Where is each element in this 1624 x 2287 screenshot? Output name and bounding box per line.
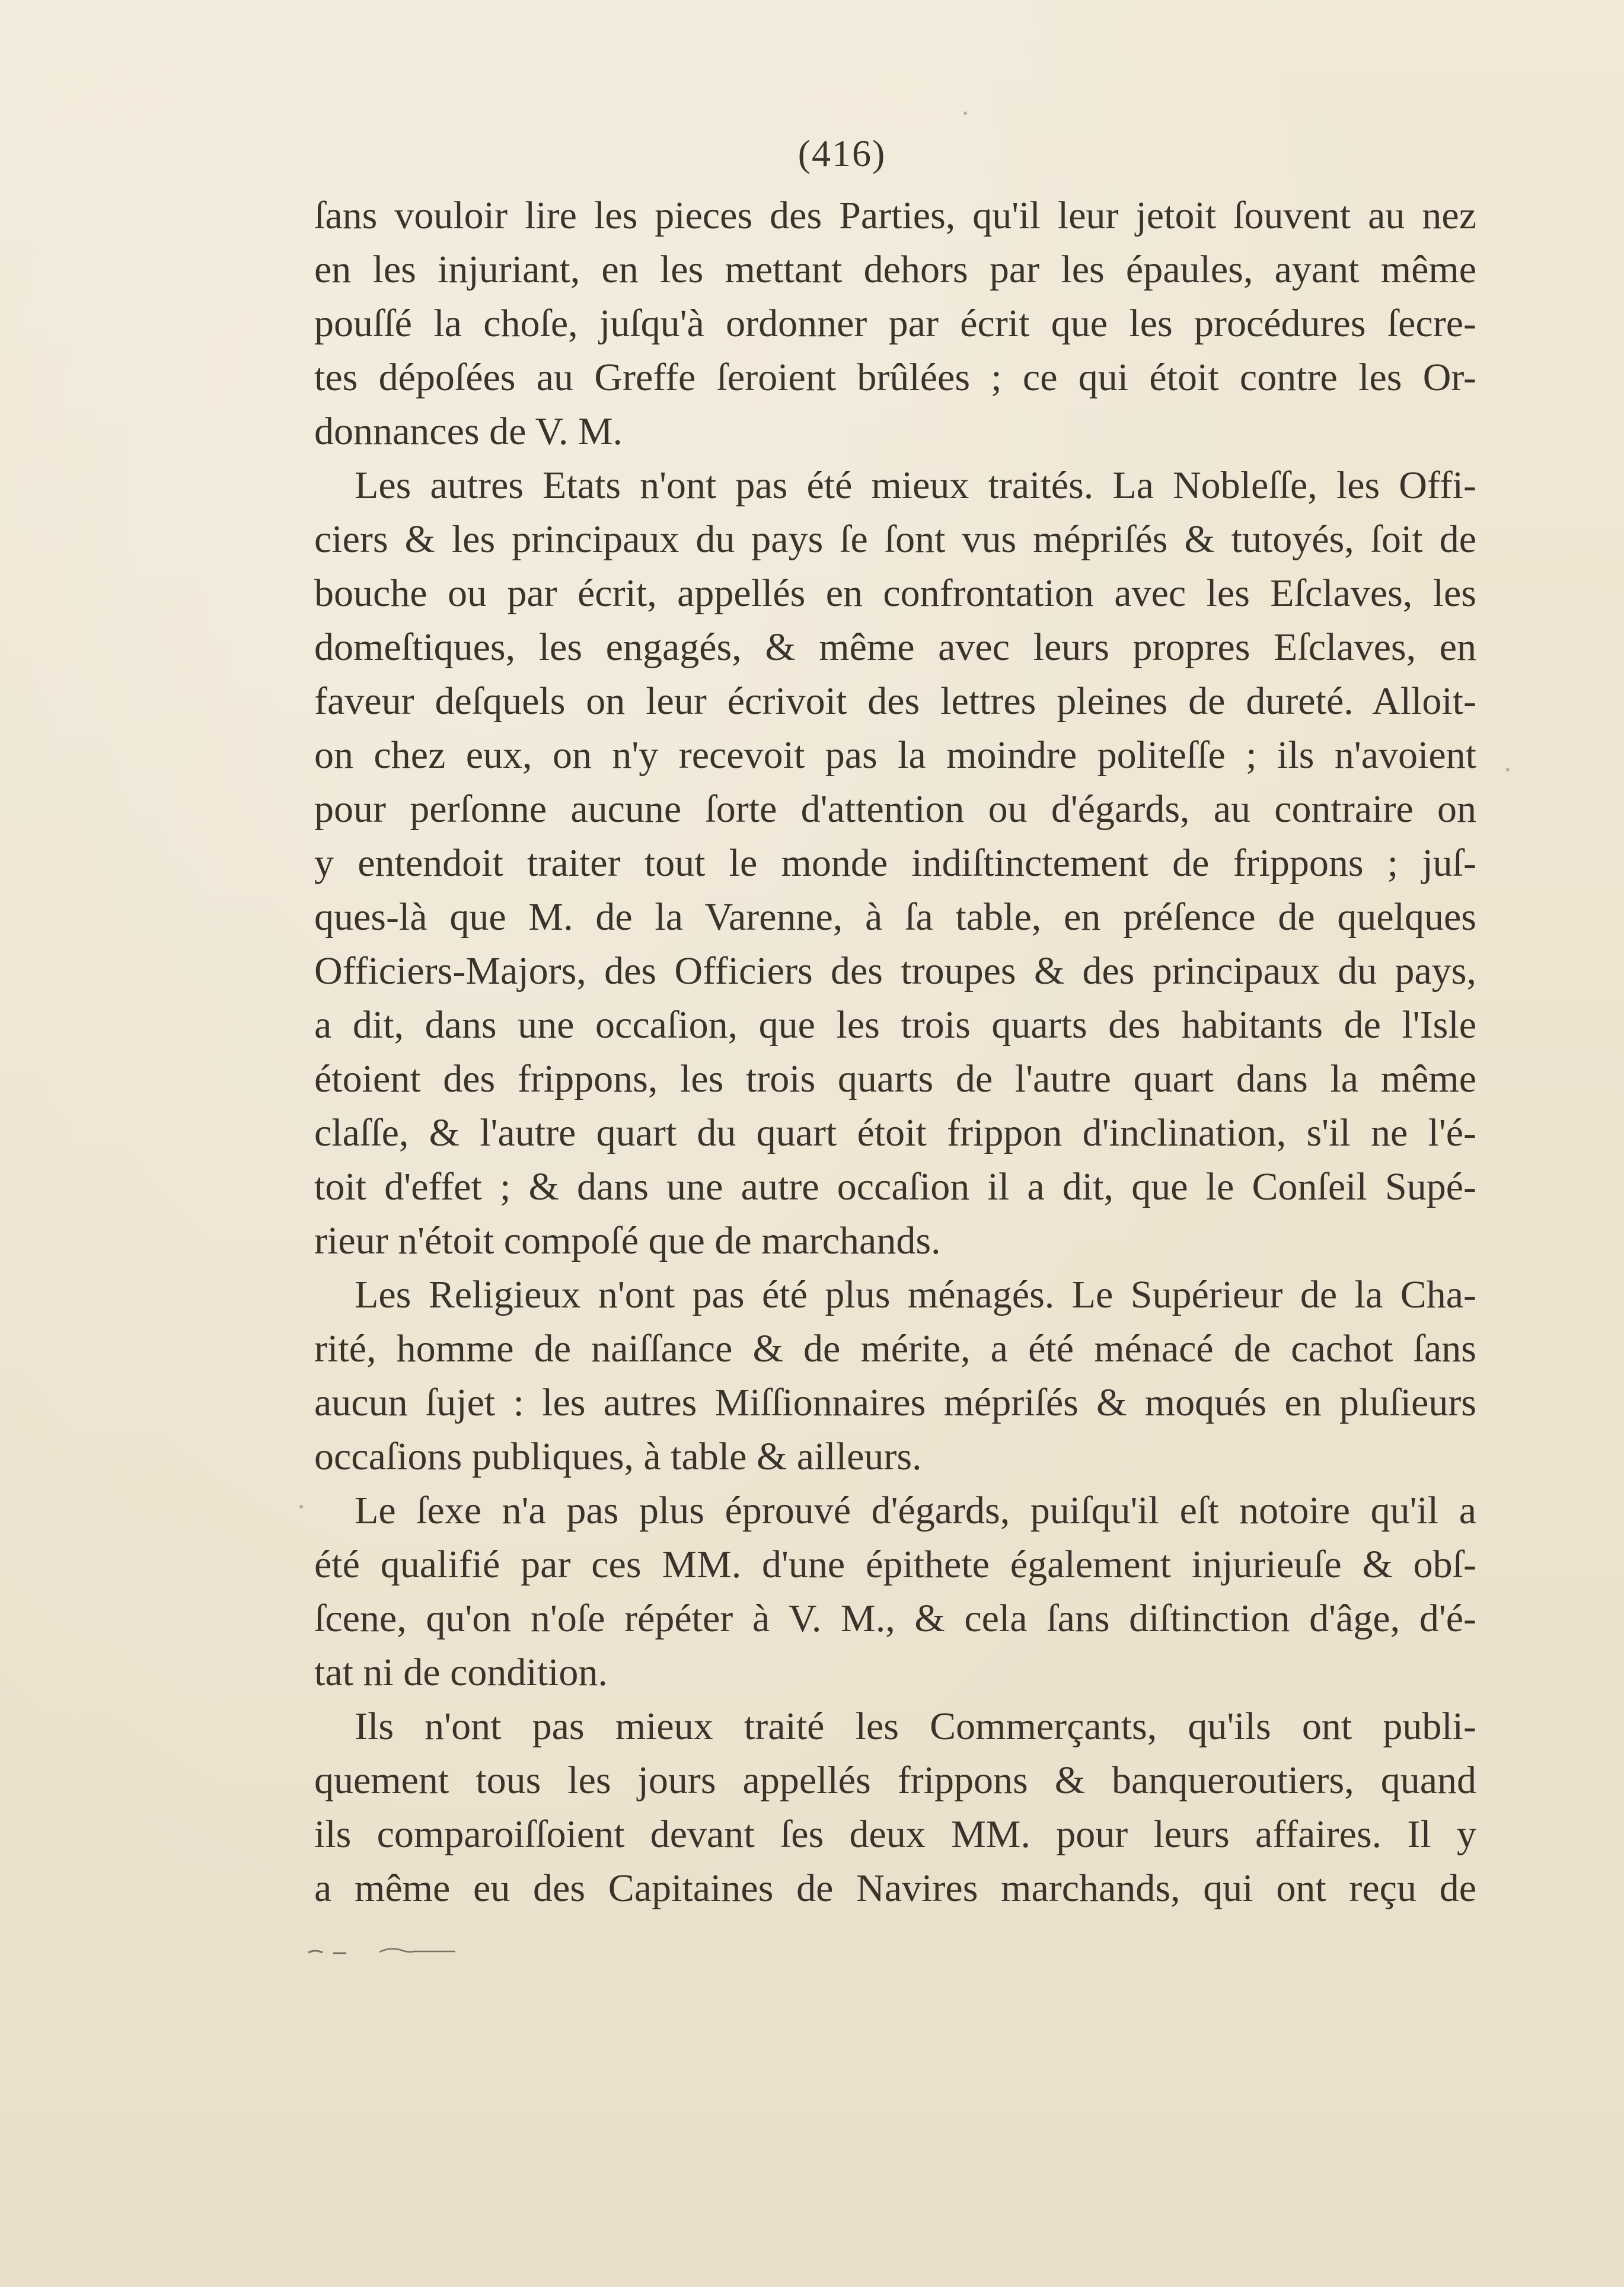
- text-line: ciers & les principaux du pays ſe ſont vus mépriſés & tutoyés, ſoit de: [314, 518, 1476, 561]
- text-line: ils comparoiſſoient devant ſes deux MM. pour leurs affaires. Il y: [314, 1813, 1476, 1856]
- text-line: Les autres Etats n'ont pas été mieux traités. La Nobleſſe, les Offi-: [355, 464, 1476, 507]
- text-line: toit d'effet ; & dans une autre occaſion il a dit, que le Conſeil Supé-: [314, 1165, 1476, 1208]
- text-line: Officiers-Majors, des Officiers des troupes & des principaux du pays,: [314, 949, 1476, 993]
- paper-speck: [299, 1505, 303, 1508]
- text-line: tat ni de condition.: [314, 1651, 608, 1694]
- text-line: été qualifié par ces MM. d'une épithete également injurieuſe & obſ-: [314, 1543, 1476, 1586]
- text-line: quement tous les jours appellés frippons & banqueroutiers, quand: [314, 1759, 1476, 1802]
- paper-speck: [963, 111, 967, 115]
- text-line: claſſe, & l'autre quart du quart étoit frippon d'inclination, s'il ne l'é-: [314, 1111, 1476, 1154]
- text-line: domeſtiques, les engagés, & même avec leurs propres Eſclaves, en: [314, 626, 1476, 669]
- text-line: tes dépoſées au Greffe ſeroient brûlées ; ce qui étoit contre les Or-: [314, 356, 1476, 399]
- text-line: faveur deſquels on leur écrivoit des lettres pleines de dureté. Alloit-: [314, 680, 1476, 723]
- text-line: rité, homme de naiſſance & de mérite, a été ménacé de cachot ſans: [314, 1327, 1476, 1370]
- text-line: donnances de V. M.: [314, 410, 623, 453]
- text-line: occaſions publiques, à table & ailleurs.: [314, 1435, 922, 1478]
- text-line: Ils n'ont pas mieux traité les Commerçants, qu'ils ont publi-: [355, 1705, 1476, 1748]
- text-line: aucun ſujet : les autres Miſſionnaires mépriſés & moqués en pluſieurs: [314, 1381, 1476, 1424]
- text-line: ſans vouloir lire les pieces des Parties, qu'il leur jetoit ſouvent au nez: [314, 194, 1476, 237]
- paper-speck: [1506, 768, 1510, 771]
- body-text: [314, 189, 1476, 1915]
- text-line: ſcene, qu'on n'oſe répéter à V. M., & cela ſans diſtinction d'âge, d'é-: [314, 1597, 1476, 1640]
- text-line: pouſſé la choſe, juſqu'à ordonner par écrit que les procédures ſecre-: [314, 302, 1476, 345]
- ink-marks: [296, 1936, 510, 1966]
- text-line: étoient des frippons, les trois quarts de l'autre quart dans la même: [314, 1057, 1476, 1101]
- text-line: on chez eux, on n'y recevoit pas la moindre politeſſe ; ils n'avoient: [314, 733, 1476, 777]
- text-line: pour perſonne aucune ſorte d'attention ou d'égards, au contraire on: [314, 787, 1476, 831]
- text-line: Le ſexe n'a pas plus éprouvé d'égards, puiſqu'il eſt notoire qu'il a: [355, 1489, 1476, 1532]
- text-line: en les injuriant, en les mettant dehors par les épaules, ayant même: [314, 248, 1476, 291]
- text-line: a dit, dans une occaſion, que les trois quarts des habitants de l'Isle: [314, 1003, 1476, 1047]
- text-line: ques-là que M. de la Varenne, à ſa table, en préſence de quelques: [314, 895, 1476, 939]
- text-line: y entendoit traiter tout le monde indiſtinctement de frippons ; juſ-: [314, 841, 1476, 885]
- text-line: bouche ou par écrit, appellés en confrontation avec les Eſclaves, les: [314, 572, 1476, 615]
- page-number: (416): [797, 132, 886, 174]
- text-line: Les Religieux n'ont pas été plus ménagés. Le Supérieur de la Cha-: [355, 1273, 1476, 1316]
- text-line: a même eu des Capitaines de Navires marchands, qui ont reçu de: [314, 1867, 1476, 1910]
- text-line: rieur n'étoit compoſé que de marchands.: [314, 1219, 941, 1262]
